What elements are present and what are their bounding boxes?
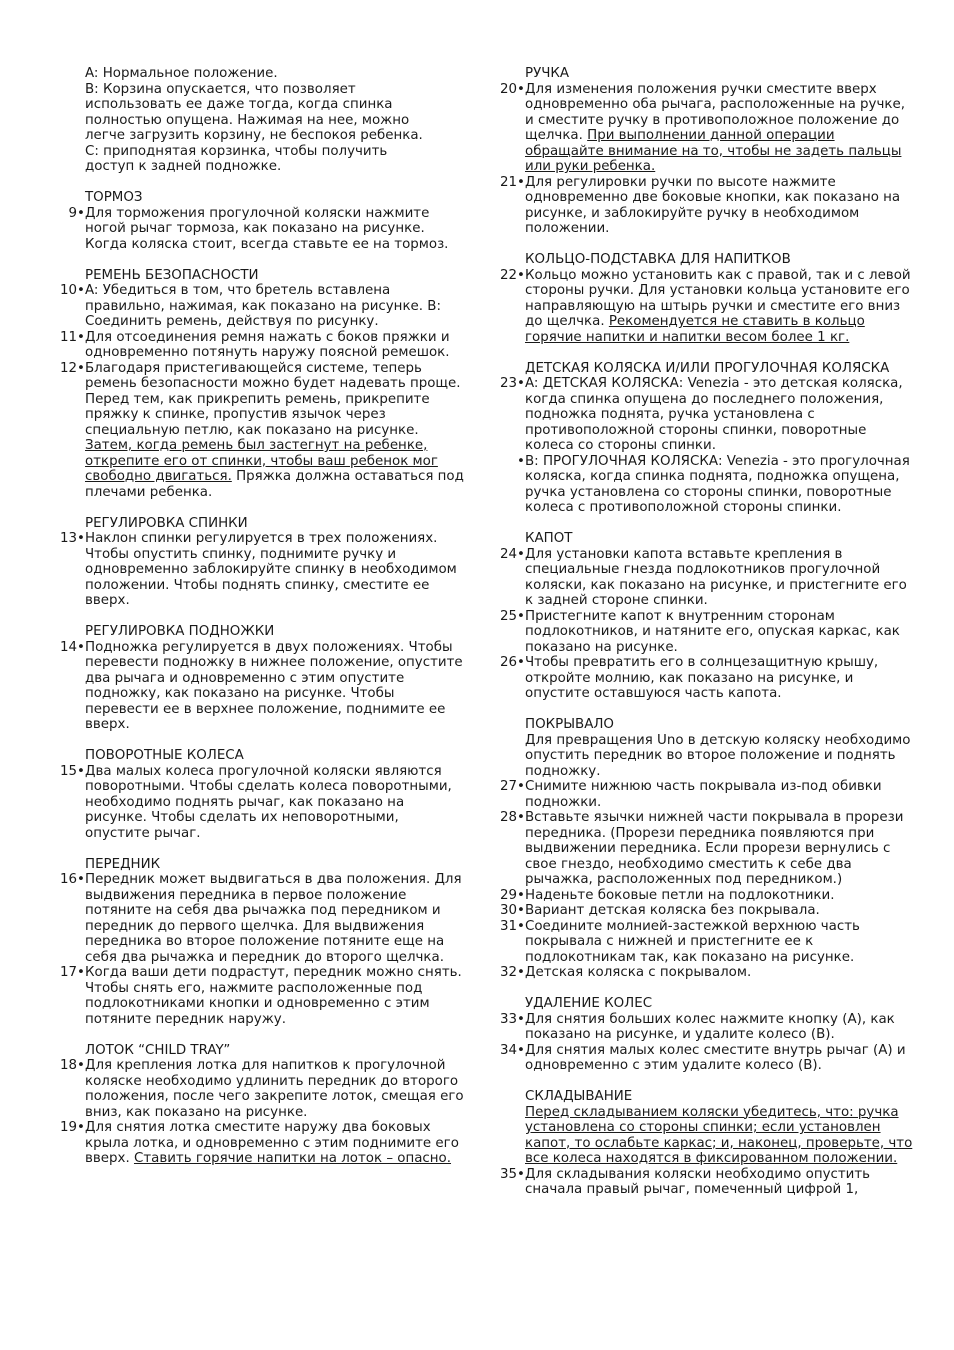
bullet-icon: • — [517, 453, 525, 469]
list-item — [494, 888, 914, 904]
item-body: Для складывания коляски необходимо опустить сначала правый рычаг, помеченный цифрой 1, — [525, 1166, 871, 1197]
item-text — [85, 283, 464, 330]
warning-text: При выполнении данной операции обращайте внимание на то, чтобы не задеть пальцы или руки ребенка. — [525, 128, 902, 174]
list-item — [54, 206, 464, 253]
section — [54, 268, 464, 501]
list-item — [54, 330, 464, 361]
item-text — [525, 655, 914, 702]
section — [494, 531, 914, 702]
list-item — [54, 283, 464, 330]
item-body: Для снятия больших колес нажмите кнопку (A), как показано на рисунке, и удалите колесо (B). — [525, 1011, 895, 1042]
bullet-icon: • — [517, 376, 525, 391]
item-number: 11 — [59, 329, 77, 345]
item-text — [85, 1120, 464, 1167]
item-body: Благодаря пристегивающейся системе, теперь ремень безопасности можно будет надевать проще. Перед тем, как прикрепить ремень, прикрепите пряжку к спинке, пропустив язычок через специальную петлю, как показано на рисунке. — [85, 360, 461, 438]
item-number: 27 — [499, 779, 517, 794]
section-warning: Перед складыванием коляски убедитесь, что: ручка установлена со стороны спинки; если установлен капот, то ослабьте каркас; и, наконец, проверьте, что все колеса находятся в фиксированном положении. — [525, 1104, 913, 1166]
intro-line: доступ к задней подножке. — [85, 159, 282, 174]
item-text — [85, 330, 464, 361]
item-number: 25 — [499, 608, 517, 624]
bullet-icon: • — [77, 1120, 85, 1135]
warning-text: Затем, когда ремень был застегнут на ребенке, открепите его от спинки, чтобы ваш ребенок мог свободно двигаться. — [85, 438, 438, 484]
bullet-icon: • — [517, 81, 525, 97]
item-text — [85, 764, 464, 842]
bullet-icon: • — [517, 779, 525, 794]
item-text — [525, 609, 914, 656]
list-item — [54, 872, 464, 965]
item-number: 18 — [59, 1058, 77, 1073]
item-text — [525, 903, 914, 919]
item-number: 14 — [59, 639, 77, 655]
item-number: 26 — [499, 655, 517, 670]
section — [494, 361, 914, 516]
list-item — [494, 810, 914, 888]
bullet-icon: • — [517, 903, 525, 918]
section — [54, 190, 464, 252]
warning-text: Ставить горячие напитки на лоток – опасно. — [133, 1151, 452, 1166]
item-text — [525, 919, 914, 966]
list-item — [54, 764, 464, 842]
item-body: Для изменения положения ручки сместите вверх одновременно оба рычага, расположенные на ручке, и сместите ручку в противоположное положение до щелчка. — [525, 81, 905, 143]
item-body: Пристегните капот к внутренним сторонам подлокотников, и натяните его, опуская каркас, как показано на рисунке. — [525, 608, 900, 655]
item-text — [525, 965, 914, 981]
bullet-icon: • — [77, 205, 85, 221]
list-item — [494, 609, 914, 656]
section — [494, 66, 914, 237]
section-intro: Для превращения Uno в детскую коляску необходимо опустить передник во второе положение и поднять подножку. — [525, 732, 911, 779]
item-number: 20 — [499, 81, 517, 97]
list-item — [54, 965, 464, 1027]
item-text — [85, 640, 464, 733]
item-text — [525, 268, 914, 346]
section-heading: ПОКРЫВАЛО — [525, 717, 614, 732]
bullet-icon: • — [77, 763, 85, 779]
list-item — [494, 655, 914, 702]
item-body: B: ПРОГУЛОЧНАЯ КОЛЯСКА: Venezia - это прогулочная коляска, когда спинка поднята, подножка опущена, ручка установлена со стороны спинки, поворотные колеса с противоположной стороны спинки. — [525, 453, 910, 515]
bullet-icon: • — [517, 965, 525, 980]
section-heading: ПЕРЕДНИК — [85, 856, 161, 872]
bullet-icon: • — [77, 329, 85, 345]
section — [494, 1089, 914, 1198]
intro-line: полностью опущена. Нажимая на нее, можно — [85, 112, 410, 128]
bullet-icon: • — [77, 639, 85, 655]
item-body: Когда ваши дети подрастут, передник можно снять. Чтобы снять его, нажмите расположенные под подлокотниками кнопки и одновременно с этим потяните передник наружу. — [85, 965, 462, 1027]
list-item — [494, 779, 914, 810]
item-number: 24 — [499, 546, 517, 562]
left-column — [54, 66, 464, 1182]
item-number: 28 — [499, 810, 517, 825]
item-text — [525, 454, 914, 516]
intro-line: C: приподнятая корзинка, чтобы получить — [85, 143, 388, 159]
bullet-icon: • — [517, 546, 525, 562]
item-body: Для отсоединения ремня нажать с боков пряжки и одновременно потянуть наружу поясной ремешок. — [85, 329, 450, 360]
warning-text: Рекомендуется не ставить в кольцо горячие напитки и напитки весом более 1 кг. — [525, 314, 865, 345]
list-item — [494, 965, 914, 981]
bullet-icon: • — [517, 810, 525, 825]
item-text — [85, 1058, 464, 1120]
item-number: 10 — [59, 283, 77, 298]
item-body: Наденьте боковые петли на подлокотники. — [525, 887, 835, 903]
item-number: 34 — [499, 1042, 517, 1058]
list-item — [54, 640, 464, 733]
item-body: Детская коляска с покрывалом. — [525, 965, 752, 980]
list-item — [494, 547, 914, 609]
section — [54, 624, 464, 733]
item-number: 23 — [499, 376, 517, 391]
item-text — [525, 1012, 914, 1043]
item-body: Для торможения прогулочной коляски нажмите ногой рычаг тормоза, как показано на рисунке. Когда коляска стоит, всегда ставьте ее на тормоз. — [85, 205, 449, 252]
list-item — [54, 1120, 464, 1167]
item-text — [525, 810, 914, 888]
item-number — [494, 454, 517, 516]
item-number: 16 — [59, 872, 77, 887]
item-body: Вариант детская коляска без покрывала. — [525, 903, 820, 918]
list-item — [494, 903, 914, 919]
section — [54, 1043, 464, 1167]
item-text — [85, 872, 464, 965]
list-item — [494, 376, 914, 454]
item-body: A: ДЕТСКАЯ КОЛЯСКА: Venezia - это детская коляска, когда спинка опущена до последнего положения, подножка поднята, ручка установлена с противоположной стороны спинки, поворотные колеса со стороны спинки. — [525, 376, 903, 453]
bullet-icon: • — [517, 174, 525, 190]
item-text — [85, 361, 464, 501]
item-number: 32 — [499, 965, 517, 980]
bullet-icon: • — [77, 360, 85, 376]
item-text — [525, 175, 914, 237]
list-item — [494, 175, 914, 237]
right-column — [494, 66, 914, 1213]
bullet-icon: • — [517, 1011, 525, 1027]
item-body: Для снятия малых колес сместите внутрь рычаг (A) и одновременно с этим удалите колесо (B). — [525, 1042, 906, 1073]
intro-line: A: Нормальное положение. — [85, 66, 278, 81]
item-text — [85, 531, 464, 609]
bullet-icon: • — [517, 608, 525, 624]
item-number: 9 — [68, 205, 77, 221]
item-body: Для установки капота вставьте крепления в специальные гнезда подлокотников прогулочной коляски, как показано на рисунке, и пристегните его к задней стороне спинки. — [525, 546, 907, 608]
item-body: Снимите нижнюю часть покрывала из-под обивки подножки. — [525, 779, 882, 810]
intro-block — [54, 66, 464, 175]
item-text — [525, 888, 914, 904]
section-heading: РУЧКА — [525, 66, 570, 81]
item-body: Передник может выдвигаться в два положения. Для выдвижения передника в первое положение потяните на себя два рычажка под передником и передник до первого щелчка. Для выдвижения передника во второе положение потяните еще на себя два рычажка и передник до второго щелчка. — [85, 872, 462, 965]
bullet-icon: • — [77, 531, 85, 546]
item-number: 13 — [59, 531, 77, 546]
intro-line: B: Корзина опускается, что позволяет — [85, 81, 356, 97]
section-heading: РЕМЕНЬ БЕЗОПАСНОСТИ — [85, 267, 259, 283]
list-item — [494, 454, 914, 516]
item-body: Соедините молнией-застежкой верхнюю часть покрывала с нижней и пристегните ее к подлокотникам так, как показано на рисунке. — [525, 918, 860, 965]
section — [54, 748, 464, 841]
bullet-icon: • — [77, 1058, 85, 1073]
bullet-icon: • — [517, 655, 525, 670]
section — [54, 516, 464, 609]
item-number: 31 — [499, 918, 517, 934]
section-heading: РЕГУЛИРОВКА СПИНКИ — [85, 515, 248, 531]
section-heading: РЕГУЛИРОВКА ПОДНОЖКИ — [85, 624, 275, 639]
bullet-icon: • — [517, 1042, 525, 1058]
list-item — [494, 1167, 914, 1198]
item-number: 15 — [59, 763, 77, 779]
item-body: Наклон спинки регулируется в трех положениях. Чтобы опустить спинку, поднимите ручку и одновременно заблокируйте спинку в необходимом положении. Чтобы поднять спинку, сместите ее вверх. — [85, 531, 457, 608]
list-item — [494, 1043, 914, 1074]
bullet-icon: • — [517, 887, 525, 903]
section-heading: КАПОТ — [525, 531, 573, 546]
section-heading: КОЛЬЦО-ПОДСТАВКА ДЛЯ НАПИТКОВ — [525, 252, 791, 267]
item-text — [525, 1043, 914, 1074]
item-body: Для регулировки ручки по высоте нажмите одновременно две боковые кнопки, как показано на рисунке, и заблокируйте ручку в необходимом положении. — [525, 174, 901, 236]
item-text — [525, 82, 914, 175]
item-text — [85, 206, 464, 253]
bullet-icon: • — [77, 872, 85, 887]
item-body: A: Убедиться в том, что бретель вставлена правильно, нажимая, как показано на рисунке. B: Соединить ремень, действуя по рисунку. — [85, 283, 441, 329]
item-body: Вставьте язычки нижней части покрывала в прорези передника. (Прорези передника появляются при выдвижении передника. Если прорези вернулись с свое гнездо, необходимо сместить к себе два рычажка, расположенных под передником.) — [525, 810, 904, 887]
section-heading: ТОРМОЗ — [85, 190, 143, 205]
bullet-icon: • — [77, 965, 85, 980]
intro-line: легче загрузить корзину, не беспокоя ребенка. — [85, 128, 423, 143]
item-tail: Пряжка должна оставаться под плечами ребенка. — [85, 469, 464, 500]
section-heading: УДАЛЕНИЕ КОЛЕС — [525, 996, 653, 1011]
item-body: Кольцо можно установить как с правой, так и с левой стороны ручки. Для установки кольца установите его направляющую на штырь ручки и сместите его вниз до щелчка. — [525, 267, 911, 329]
section-heading: ДЕТСКАЯ КОЛЯСКА И/ИЛИ ПРОГУЛОЧНАЯ КОЛЯСКА — [525, 360, 890, 376]
item-number: 21 — [499, 174, 517, 190]
list-item — [494, 268, 914, 346]
item-body: Для крепления лотка для напитков к прогулочной коляске необходимо удлинить передник до второго положения, после чего закрепите лоток, смещая его вниз, как показано на рисунке. — [85, 1058, 464, 1120]
section — [54, 857, 464, 1028]
item-text — [525, 779, 914, 810]
item-number: 29 — [499, 887, 517, 903]
section-heading: ПОВОРОТНЫЕ КОЛЕСА — [85, 748, 244, 763]
bullet-icon: • — [77, 283, 85, 298]
item-number: 30 — [499, 903, 517, 918]
list-item — [54, 1058, 464, 1120]
item-text — [525, 376, 914, 454]
bullet-icon: • — [517, 267, 525, 283]
list-item — [54, 361, 464, 501]
bullet-icon: • — [517, 1166, 525, 1182]
item-number: 12 — [59, 360, 77, 376]
section — [494, 717, 914, 981]
intro-line: использовать ее даже тогда, когда спинка — [85, 97, 393, 112]
list-item — [494, 919, 914, 966]
item-text — [525, 547, 914, 609]
section — [494, 996, 914, 1074]
item-number: 22 — [499, 267, 517, 283]
section-heading: ЛОТОК “CHILD TRAY” — [85, 1042, 231, 1058]
item-body: Чтобы превратить его в солнцезащитную крышу, откройте молнию, как показано на рисунке, и опустите оставшуюся часть капота. — [525, 655, 879, 701]
section-heading: СКЛАДЫВАНИЕ — [525, 1089, 633, 1104]
list-item — [54, 531, 464, 609]
list-item — [494, 82, 914, 175]
item-text — [525, 1167, 914, 1198]
item-number: 35 — [499, 1166, 517, 1182]
item-body: Подножка регулируется в двух положениях. Чтобы перевести подножку в нижнее положение, опустите два рычага и одновременно с этим опустите подножку, как показано на рисунке. Чтобы перевести ее в верхнее положение, поднимите ее вверх. — [85, 639, 463, 732]
item-number: 19 — [59, 1120, 77, 1135]
item-body: Два малых колеса прогулочной коляски являются поворотными. Чтобы сделать колеса поворотными, необходимо поднять рычаг, как показано на рисунке. Чтобы сделать их неповоротными, опустите рычаг. — [85, 763, 452, 841]
item-number: 17 — [59, 965, 77, 980]
item-body: Для снятия лотка сместите наружу два боковых крыла лотка, и одновременно с этим поднимите его вверх. — [85, 1120, 459, 1166]
item-text — [85, 965, 464, 1027]
section — [494, 252, 914, 345]
bullet-icon: • — [517, 918, 525, 934]
list-item — [494, 1012, 914, 1043]
item-number: 33 — [499, 1011, 517, 1027]
